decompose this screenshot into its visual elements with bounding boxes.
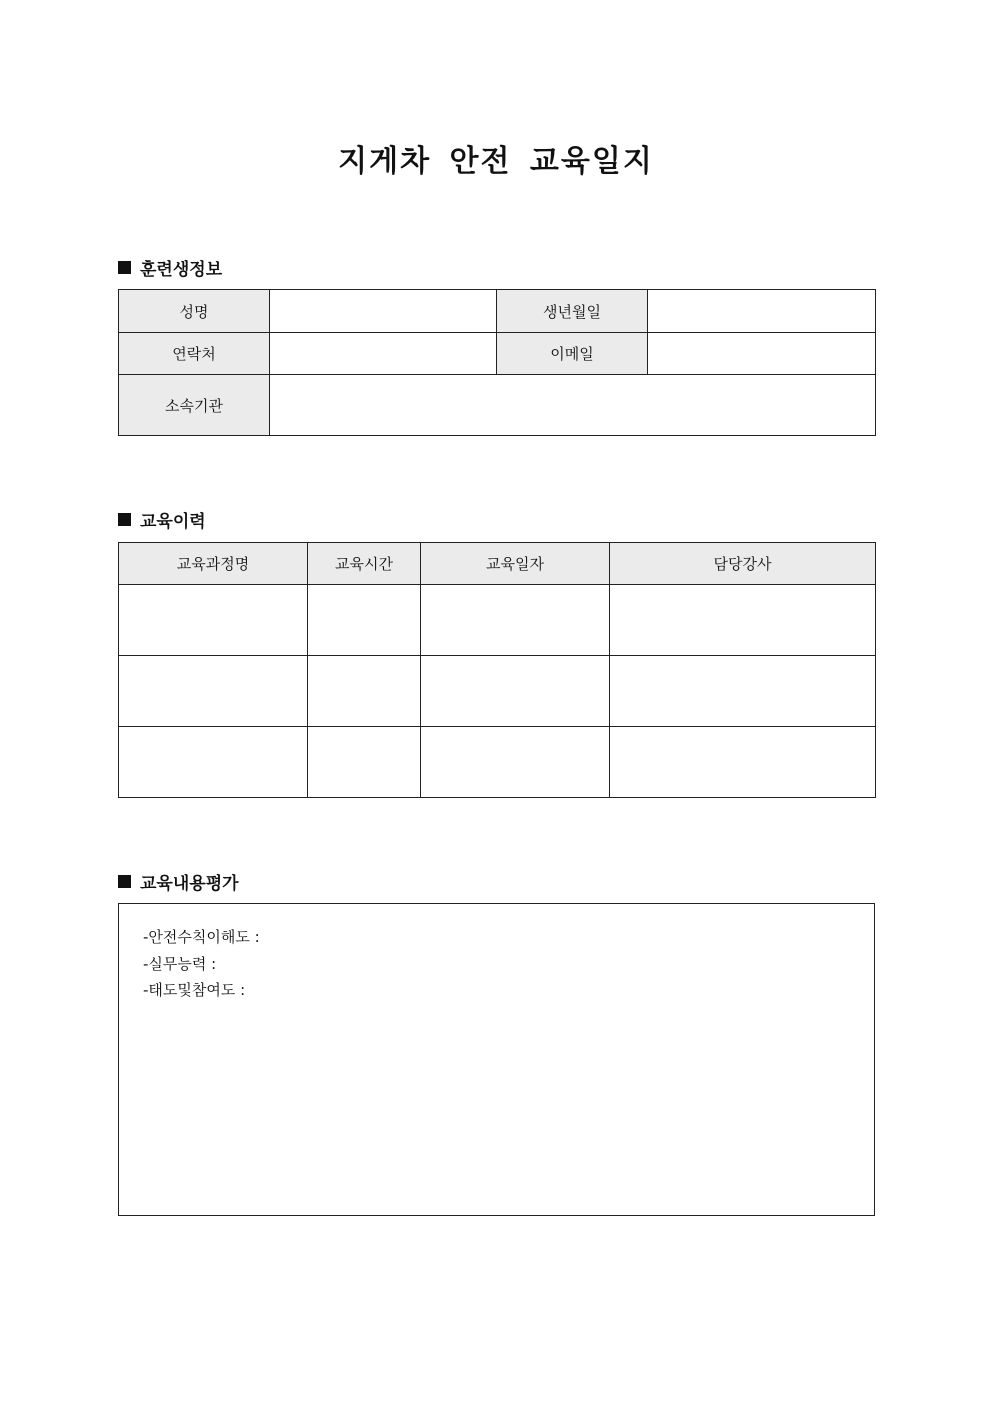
email-field[interactable] bbox=[648, 333, 876, 375]
black-square-icon bbox=[118, 513, 131, 526]
course-name-cell[interactable] bbox=[119, 585, 308, 656]
history-table bbox=[118, 542, 876, 798]
date-cell[interactable] bbox=[421, 585, 610, 656]
table-row bbox=[119, 585, 876, 656]
date-cell[interactable] bbox=[421, 727, 610, 798]
col-hours: 교육시간 bbox=[308, 543, 421, 585]
org-field[interactable] bbox=[270, 375, 876, 436]
section-heading-history bbox=[118, 507, 206, 532]
eval-item-practical: -실무능력 : bbox=[143, 954, 217, 973]
col-course-name: 교육과정명 bbox=[119, 543, 308, 585]
course-name-cell[interactable] bbox=[119, 656, 308, 727]
contact-field[interactable] bbox=[270, 333, 497, 375]
instructor-cell[interactable] bbox=[610, 585, 876, 656]
hours-cell[interactable] bbox=[308, 585, 421, 656]
black-square-icon bbox=[118, 875, 131, 888]
instructor-cell[interactable] bbox=[610, 656, 876, 727]
name-field[interactable] bbox=[270, 290, 497, 333]
section-heading-label: 교육내용평가 bbox=[140, 874, 239, 894]
section-heading-trainee bbox=[118, 255, 222, 280]
birth-field[interactable] bbox=[648, 290, 876, 333]
trainee-info-table bbox=[118, 289, 876, 436]
instructor-cell[interactable] bbox=[610, 727, 876, 798]
eval-item-attitude: -태도및참여도 : bbox=[143, 981, 246, 999]
hours-cell[interactable] bbox=[308, 656, 421, 727]
hours-cell[interactable] bbox=[308, 727, 421, 798]
date-cell[interactable] bbox=[421, 656, 610, 727]
table-row bbox=[119, 656, 876, 727]
org-label: 소속기관 bbox=[119, 375, 270, 436]
eval-item-safety: -안전수칙이해도 : bbox=[143, 928, 260, 946]
page-title: 지게차 안전 교육일지 bbox=[338, 144, 654, 179]
evaluation-box[interactable] bbox=[118, 903, 875, 1216]
course-name-cell[interactable] bbox=[119, 727, 308, 798]
section-heading-label: 교육이력 bbox=[140, 512, 206, 532]
name-label: 성명 bbox=[119, 290, 270, 333]
col-instructor: 담당강사 bbox=[610, 543, 876, 585]
black-square-icon bbox=[118, 261, 131, 274]
section-heading-label: 훈련생정보 bbox=[140, 260, 223, 280]
table-row bbox=[119, 727, 876, 798]
contact-label: 연락처 bbox=[119, 333, 270, 375]
section-heading-evaluation bbox=[118, 869, 239, 894]
birth-label: 생년월일 bbox=[497, 290, 648, 333]
email-label: 이메일 bbox=[497, 333, 648, 375]
col-date: 교육일자 bbox=[421, 543, 610, 585]
